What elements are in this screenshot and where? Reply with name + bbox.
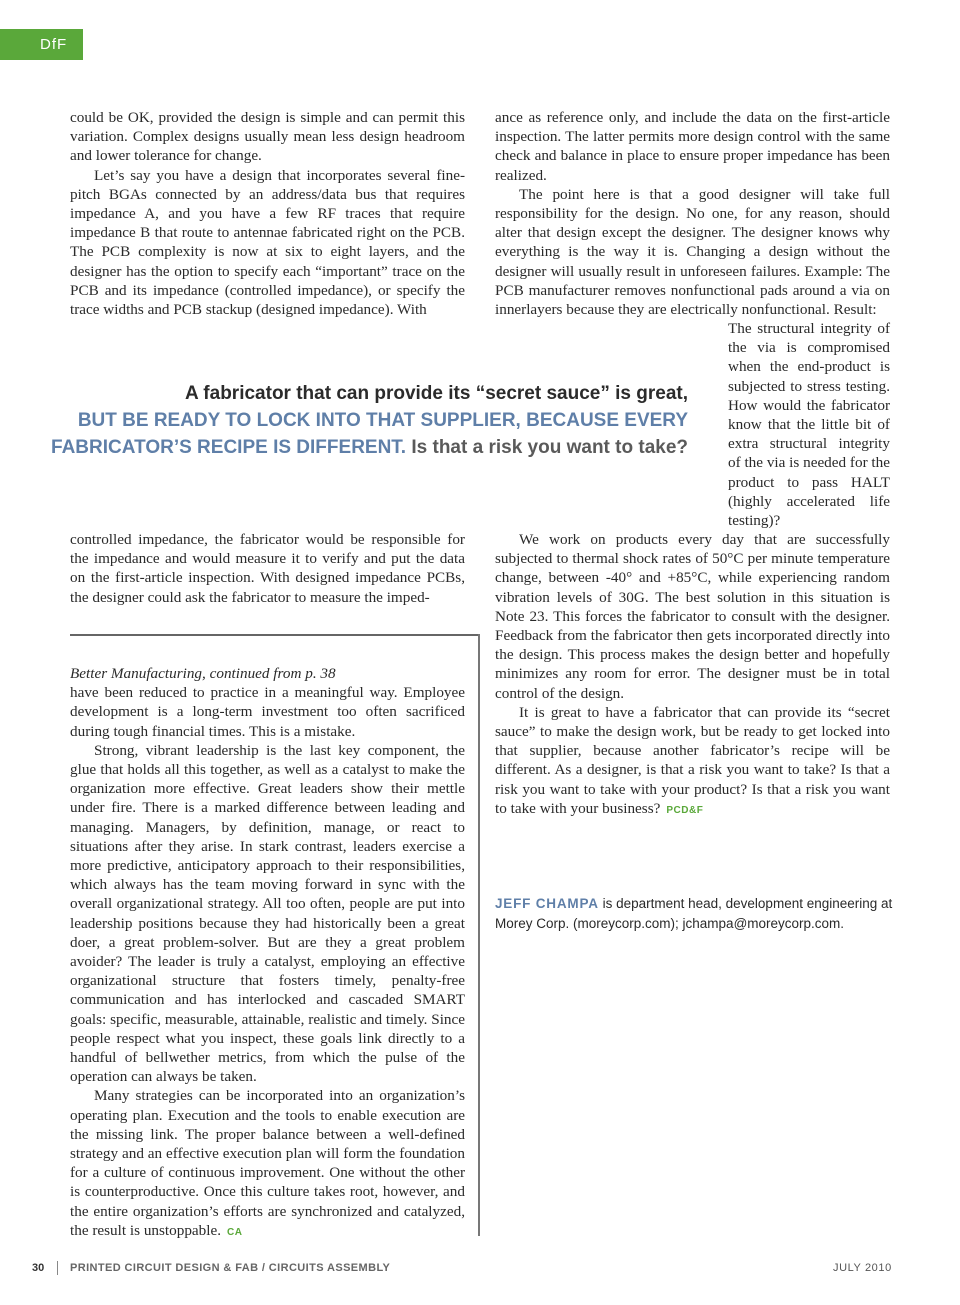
sidebar-continued-article [70, 664, 465, 1242]
paragraph [495, 703, 890, 820]
right-column-top [495, 108, 890, 319]
left-column-middle [70, 530, 465, 607]
pull-quote [40, 380, 688, 461]
footer-divider [57, 1261, 58, 1275]
paragraph: controlled impedance, the fabricator would be responsible for the impedance and would measure it to verify and put the data on the first-article inspection. With designed impedance PCBs, the designer could ask the fabricator to measure the imped- [70, 531, 465, 606]
pull-quote-line-3 [40, 434, 688, 461]
paragraph: Let’s say you have a design that incorporates several fine-pitch BGAs connected by an address/data bus that requires impedance A, and you have a few RF traces that require impedance B that route to antennae fabricated right on the PCB. The PCB complexity is now at six to eight layers, and the designer has the option to specify each “important” trace on the PCB and its impedance (controlled impedance), or specify the trace widths and PCB stackup (designed impedance). With [70, 166, 465, 319]
section-tab: DfF [0, 29, 83, 60]
author-bio-text: is department head, development engineering at Morey Corp. (moreycorp.com); jchampa@moreycorp.com. [495, 896, 893, 931]
pull-quote-line-3a: FABRICATOR’S RECIPE IS DIFFERENT. [51, 437, 407, 458]
pull-quote-line-1: A fabricator that can provide its “secret sauce” is great, [185, 383, 688, 404]
right-column-wrap-text [728, 319, 890, 530]
paragraph: The point here is that a good designer will take full responsibility for the design. No one, for any reason, should alter that design except the designer. The designer knows why everything is the way it is. Changing a design without the designer will usually result in unforeseen failures. Example: The PCB manufacturer removes nonfunctional pads around a via on innerlayers because they are electrically nonfunctional. Result: [495, 185, 890, 319]
sidebar-top-rule [70, 634, 480, 636]
paragraph: ance as reference only, and include the data on the first-article inspection. The latter permits more design control with the same check and balance in place to ensure proper impedance has been realized. [495, 109, 890, 184]
author-bio [495, 894, 895, 933]
page-number: 30 [32, 1262, 45, 1274]
paragraph: We work on products every day that are successfully subjected to thermal shock rates of 50°C per minute temperature change, between -40° and +85°C, while experiencing random vibration levels of 30G. The best solution in this situation is Note 23. This forces the fabricator to consult with the designer. Feedback from the fabricator then gets incorporated directly into the design. This process makes the design better and hopefully minimizes any room for error. The designer must be in total control of the design. [495, 531, 890, 702]
paragraph: could be OK, provided the design is simple and can permit this variation. Complex designs usually mean less design headroom and lower tolerance for change. [70, 109, 465, 165]
paragraph: The structural integrity of the via is compromised when the end-product is subjected to stress testing. How would the fabricator know that the little bit of extra structural integrity of the via is needed for the product to pass HALT (highly accelerated life testing)? [728, 320, 890, 530]
left-column-top [70, 108, 465, 319]
paragraph [70, 1086, 465, 1242]
paragraph: have been reduced to practice in a meaningful way. Employee development is a long-term investment too often sacrificed during tough financial times. This is a mistake. [70, 684, 465, 740]
author-name: JEFF CHAMPA [495, 896, 599, 911]
end-sign-off: PCD&F [666, 804, 704, 816]
end-sign-off: CA [227, 1226, 243, 1238]
publication-name: PRINTED CIRCUIT DESIGN & FAB / CIRCUITS ASSEMBLY [70, 1262, 391, 1274]
pull-quote-line-3b: Is that a risk you want to take? [411, 437, 688, 458]
paragraph: Strong, vibrant leadership is the last key component, the glue that holds all this together, as well as a catalyst to make the organization more effective. Great leaders show their mettle under fire. There is a marked difference between leading and managing. Managers, by definition, manage, or react to situations after they arise. In stark contrast, leaders exercise a more predictive, anticipatory approach to their responsibilities, which always has the team moving forward in sync with the overall organizational strategy. All too often, people are put into leadership positions because they had historically been a great doer, a great problem-solver. But are they a great problem avoider? The leader is truly a catalyst, employing an effective organizational structure that fosters timely, penalty-free communication and has interlocked and cascaded SMART goals: specific, measurable, attainable, realistic and timely. Since people respect what you inspect, these goals link directly to a handful of bellwether metrics, from which the pulse of the operation can always be taken. [70, 741, 466, 1086]
continued-from-label: Better Manufacturing, continued from p. 38 [70, 665, 336, 682]
right-column-bottom [495, 530, 890, 820]
paragraph-text: It is great to have a fabricator that can provide its “secret sauce” to make the design work, but be ready to get locked into that supplier, because another fabricator’s recipe will be different. As a designer, is that a risk you want to take? Is that a risk you want to take with your product? Is that a risk you want to take with your business? [495, 703, 890, 817]
pull-quote-line-2: BUT BE READY TO LOCK INTO THAT SUPPLIER, BECAUSE EVERY [77, 410, 688, 431]
paragraph-text: Many strategies can be incorporated into an organization’s operating plan. Execution and the tools to enable execution are the missing link. The proper balance between a well-defined strategy and an effective execution plan will form the foundation for a culture of continuous improvement. One without the other is counterproductive. Once this culture takes root, however, and the entire organization’s efforts are synchronized and catalyzed, the result is unstoppable. [70, 1087, 465, 1239]
issue-date: JULY 2010 [833, 1262, 892, 1274]
sidebar-right-rule [478, 634, 480, 1236]
